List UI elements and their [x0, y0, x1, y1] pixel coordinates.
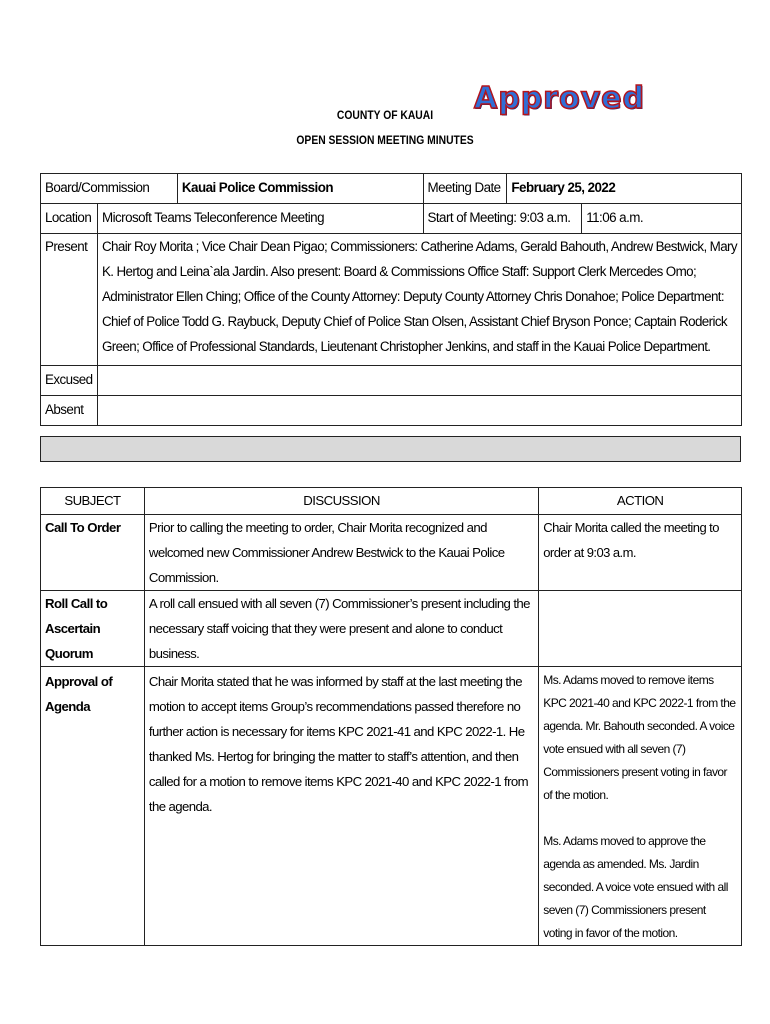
row-discussion: A roll call ensued with all seven (7) Commissioner’s present including the necessary staff voicing that they were present and alone to conduct business. — [144, 591, 538, 667]
end-of-meeting: 11:06 a.m. — [582, 204, 742, 234]
location-label: Location — [41, 204, 98, 234]
approved-stamp: Approved — [474, 81, 645, 116]
discussion-header: DISCUSSION — [144, 488, 538, 515]
date-label: Meeting Date — [423, 174, 507, 204]
meeting-info-table — [40, 173, 742, 426]
action-header: ACTION — [539, 488, 742, 515]
row-action: Chair Morita called the meeting to order at 9:03 a.m. — [539, 515, 742, 591]
absent-label: Absent — [41, 396, 98, 426]
row-action: Ms. Adams moved to remove items KPC 2021-40 and KPC 2022-1 from the agenda. Mr. Bahouth seconded. A voice vote ensued with all seven (7) Commissioners present voting in favor of the motion. — [543, 673, 736, 802]
row-discussion: Chair Morita stated that he was informed by staff at the last meeting the motion to accept items Group’s recommendations passed therefore no further action is necessary for items KPC 2021-41 and KPC 2022-1. He thanked Ms. Hertog for bringing the matter to staff’s attention, and then called for a motion to remove items KPC 2021-40 and KPC 2022-1 from the agenda. — [144, 667, 538, 946]
date-value: February 25, 2022 — [507, 174, 742, 204]
present-value: Chair Roy Morita ; Vice Chair Dean Pigao; Commissioners: Catherine Adams, Gerald Bahouth, Andrew Bestwick, Mary K. Hertog and Leina`ala Jardin. Also present: Board & Commissions Office Staff: Support Clerk Mercedes Omo; Administrator Ellen Ching; Office of the County Attorney: Deputy County Attorney Chris Donahoe; Police Department: Chief of Police Todd G. Raybuck, Deputy Chief of Police Stan Olsen, Assistant Chief Bryson Ponce; Captain Roderick Green; Office of Professional Standards, Lieutenant Christopher Jenkins, and staff in the Kauai Police Department. — [97, 234, 741, 366]
county-title: COUNTY OF KAUAI — [336, 108, 434, 122]
table-row — [41, 591, 742, 667]
subject-header: SUBJECT — [41, 488, 145, 515]
row-action — [539, 591, 742, 667]
board-value: Kauai Police Commission — [177, 174, 423, 204]
excused-label: Excused — [41, 366, 98, 396]
minutes-table — [40, 487, 742, 946]
row-subject: Call To Order — [41, 515, 145, 591]
row-discussion: Prior to calling the meeting to order, Chair Morita recognized and welcomed new Commissioner Andrew Bestwick to the Kauai Police Commission. — [144, 515, 538, 591]
row-subject: Approval of Agenda — [41, 667, 145, 946]
minutes-title: OPEN SESSION MEETING MINUTES — [296, 133, 474, 147]
start-of-meeting: Start of Meeting: 9:03 a.m. — [423, 204, 582, 234]
row-subject: Roll Call to Ascertain Quorum — [41, 591, 145, 667]
location-value: Microsoft Teams Teleconference Meeting — [97, 204, 423, 234]
section-divider — [40, 436, 741, 462]
absent-value — [97, 396, 741, 426]
table-row — [41, 515, 742, 591]
excused-value — [97, 366, 741, 396]
table-row — [41, 667, 742, 946]
row-action-second: Ms. Adams moved to approve the agenda as amended. Ms. Jardin seconded. A voice vote ensued with all seven (7) Commissioners present voting in favor of the motion. — [543, 834, 728, 940]
board-label: Board/Commission — [41, 174, 178, 204]
present-label: Present — [41, 234, 98, 366]
